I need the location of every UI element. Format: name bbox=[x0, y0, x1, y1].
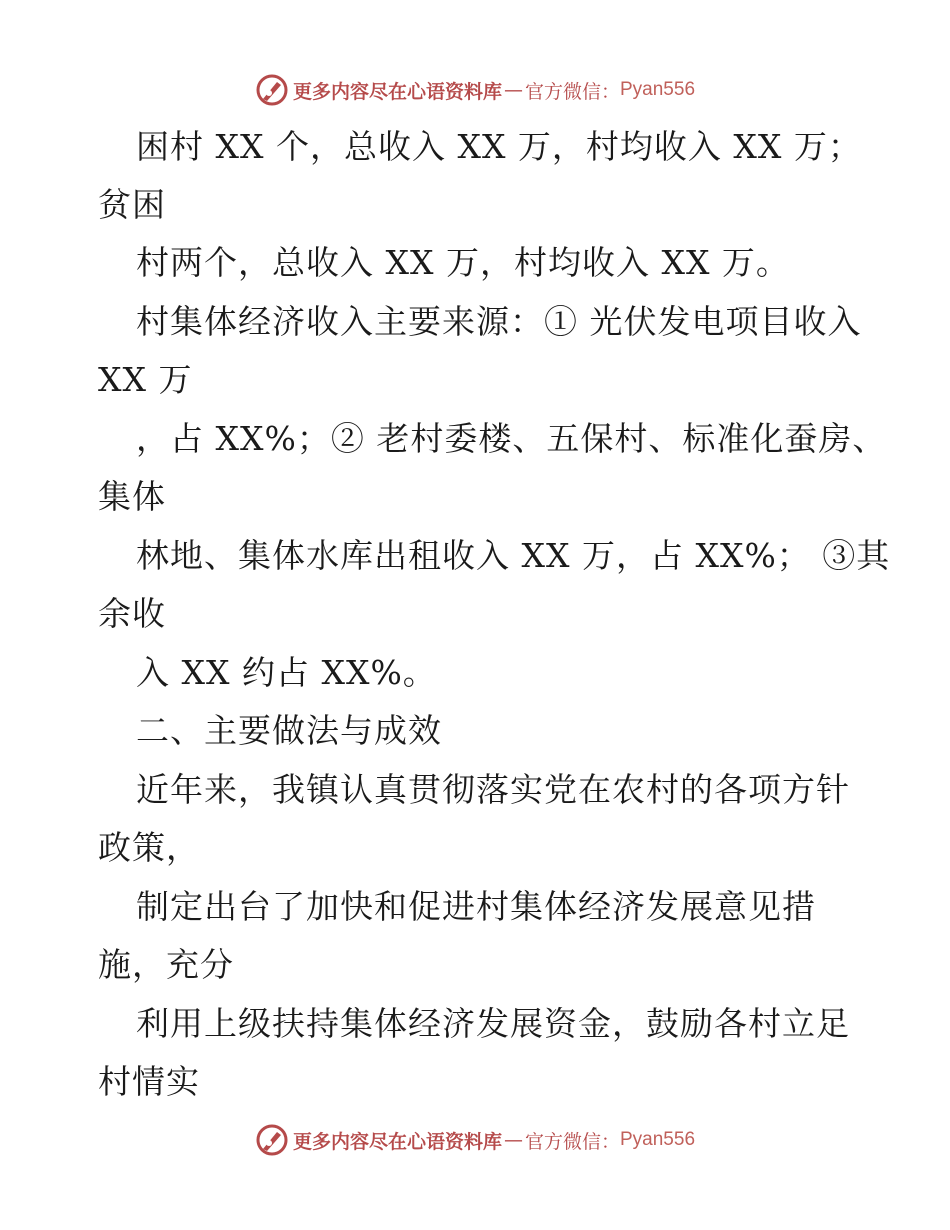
banner-main-text: 更多内容尽在心语资料库 bbox=[292, 1130, 502, 1153]
banner-dash: — bbox=[503, 1129, 523, 1151]
banner-wechat-id: Pyan556 bbox=[620, 1129, 696, 1150]
banner-sub-text: 官方微信： bbox=[524, 80, 620, 103]
body-line: 困村 XX 个，总收入 XX 万，村均收入 XX 万； bbox=[136, 127, 862, 166]
body-line: 贫困 bbox=[98, 185, 166, 224]
body-line: 制定出台了加快和促进村集体经济发展意见措 bbox=[136, 887, 816, 926]
banner-sub-text: 官方微信： bbox=[524, 1130, 620, 1153]
body-line: 利用上级扶持集体经济发展资金，鼓励各村立足 bbox=[136, 1004, 850, 1043]
body-line: 林地、集体水库出租收入 XX 万，占 XX%； ③其 bbox=[136, 536, 891, 575]
body-line: 施，充分 bbox=[98, 945, 234, 984]
body-line: XX 万 bbox=[98, 360, 193, 399]
body-line: 余收 bbox=[98, 594, 166, 633]
header-watermark-banner bbox=[0, 70, 950, 110]
banner-wechat-id: Pyan556 bbox=[620, 79, 696, 100]
body-line: 村两个，总收入 XX 万，村均收入 XX 万。 bbox=[136, 243, 790, 282]
section-heading: 二、主要做法与成效 bbox=[136, 711, 442, 750]
body-line: 集体 bbox=[98, 477, 166, 516]
body-line: 政策， bbox=[98, 828, 200, 867]
body-line: ，占 XX%；② 老村委楼、五保村、标准化蚕房、 bbox=[136, 419, 887, 458]
body-line: 村情实 bbox=[98, 1062, 200, 1101]
banner-main-text: 更多内容尽在心语资料库 bbox=[292, 80, 502, 103]
body-line: 入 XX 约占 XX%。 bbox=[136, 653, 437, 692]
pen-logo-icon bbox=[255, 1123, 289, 1157]
body-line: 近年来，我镇认真贯彻落实党在农村的各项方针 bbox=[136, 770, 850, 809]
banner-dash: — bbox=[503, 79, 523, 101]
footer-watermark-banner bbox=[0, 1120, 950, 1160]
body-line: 村集体经济收入主要来源：① 光伏发电项目收入 bbox=[136, 302, 862, 341]
pen-logo-icon bbox=[255, 73, 289, 107]
